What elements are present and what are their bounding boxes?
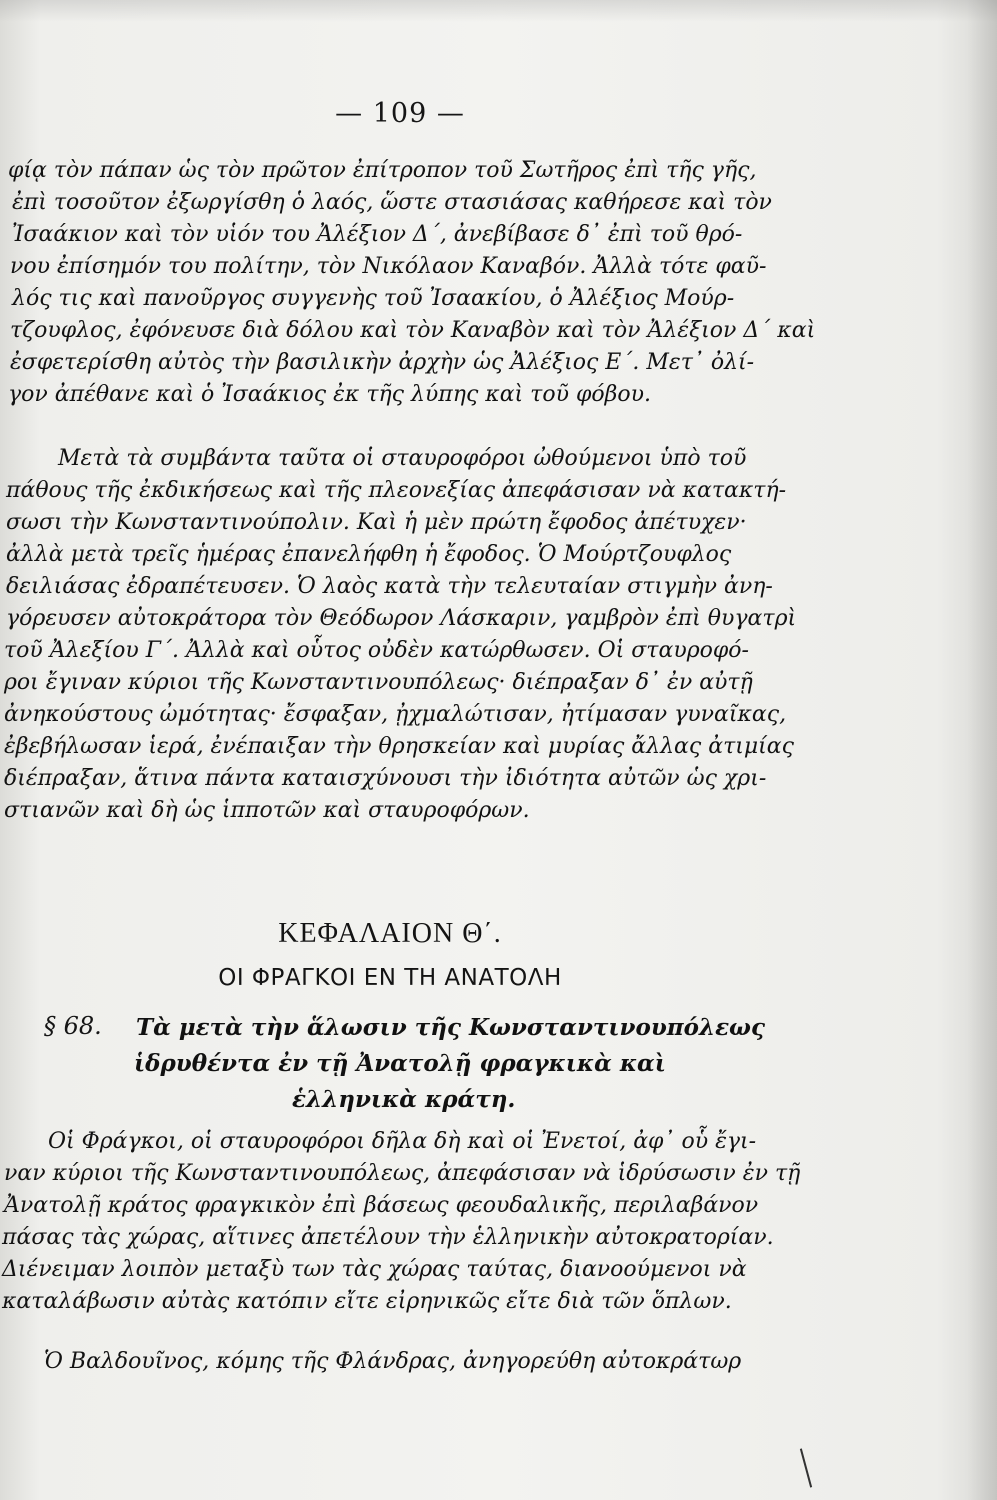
section-title-line: Τὰ μετὰ τὴν ἅλωσιν τῆς Κωνσταντινουπόλεως (136, 1014, 765, 1041)
chapter-title: ΚΕΦΑΛΑΙΟΝ Θ΄. (278, 918, 502, 949)
text-line: τοῦ Ἀλεξίου Γ΄. Ἀλλὰ καὶ οὗτος οὐδὲν κατώρθωσεν. Οἱ σταυροφό- (4, 638, 749, 663)
text-line: ροι ἔγιναν κύριοι τῆς Κωνσταντινουπόλεως· διέπραξαν δ᾽ ἐν αὐτῇ (4, 670, 753, 695)
section-title-line: ἱδρυθέντα ἐν τῇ Ἀνατολῇ φραγκικὰ καὶ (134, 1050, 666, 1077)
text-line: διέπραξαν, ἅτινα πάντα καταισχύνουσι τὴν ἰδιότητα αὐτῶν ὡς χρι- (4, 766, 767, 791)
text-line: Ἀνατολῇ κράτος φραγκικὸν ἐπὶ βάσεως φεουδαλικῆς, περιλαβάνον (4, 1193, 759, 1218)
text-line: δειλιάσας ἐδραπέτευσεν. Ὁ λαὸς κατὰ τὴν τελευταίαν στιγμὴν ἀνη- (6, 574, 773, 599)
text-line: Ὁ Βαλδουῖνος, κόμης τῆς Φλάνδρας, ἀνηγορεύθη αὐτοκράτωρ (44, 1349, 742, 1374)
text-line: ἐπὶ τοσοῦτον ἐξωργίσθη ὁ λαός, ὥστε στασιάσας καθήρεσε καὶ τὸν (12, 190, 772, 215)
pen-mark (800, 1448, 812, 1487)
text-line: Μετὰ τὰ συμβάντα ταῦτα οἱ σταυροφόροι ὠθούμενοι ὑπὸ τοῦ (58, 446, 747, 471)
text-line: Διένειμαν λοιπὸν μεταξὺ των τὰς χώρας ταύτας, διανοούμενοι νὰ (2, 1257, 747, 1282)
text-line: στιανῶν καὶ δὴ ὡς ἱπποτῶν καὶ σταυροφόρων. (4, 798, 530, 823)
section-title-line: ἑλληνικὰ κράτη. (292, 1086, 516, 1113)
text-line: γον ἀπέθανε καὶ ὁ Ἰσαάκιος ἐκ τῆς λύπης καὶ τοῦ φόβου. (8, 382, 651, 407)
text-line: σωσι τὴν Κωνσταντινούπολιν. Καὶ ἡ μὲν πρώτη ἔφοδος ἀπέτυχεν· (6, 510, 747, 535)
text-line: γόρευσεν αὐτοκράτορα τὸν Θεόδωρον Λάσκαριν, γαμβρὸν ἐπὶ θυγατρὶ (6, 606, 797, 631)
text-line: ἀνηκούστους ὠμότητας· ἔσφαξαν, ᾐχμαλώτισαν, ἠτίμασαν γυναῖκας, (4, 702, 787, 727)
page-right-shadow (967, 0, 997, 1500)
text-line: καταλάβωσιν αὐτὰς κατόπιν εἴτε εἰρηνικῶς εἴτε διὰ τῶν ὅπλων. (2, 1289, 732, 1314)
text-line: τζουφλος, ἐφόνευσε διὰ δόλου καὶ τὸν Καναβὸν καὶ τὸν Ἀλέξιον Δ΄ καὶ (10, 318, 816, 343)
page-number: — 109 — (335, 98, 465, 129)
text-line: λός τις καὶ πανοῦργος συγγενὴς τοῦ Ἰσαακίου, ὁ Ἀλέξιος Μούρ- (12, 286, 735, 311)
text-line: φίᾳ τὸν πάπαν ὡς τὸν πρῶτον ἐπίτροπον τοῦ Σωτῆρος ἐπὶ τῆς γῆς, (8, 158, 757, 183)
text-line: πάσας τὰς χώρας, αἵτινες ἀπετέλουν τὴν ἑλληνικὴν αὐτοκρατορίαν. (2, 1225, 774, 1250)
text-line: νου ἐπίσημόν του πολίτην, τὸν Νικόλαον Καναβόν. Ἀλλὰ τότε φαῦ- (10, 254, 767, 279)
section-number: § 68. (44, 1012, 102, 1040)
page-top-shadow (0, 0, 997, 22)
text-line: ναν κύριοι τῆς Κωνσταντινουπόλεως, ἀπεφάσισαν νὰ ἱδρύσωσιν ἐν τῇ (4, 1161, 801, 1186)
text-line: Ἰσαάκιον καὶ τὸν υἱόν του Ἀλέξιον Δ΄, ἀνεβίβασε δ᾽ ἐπὶ τοῦ θρό- (12, 222, 743, 247)
text-line: ἀλλὰ μετὰ τρεῖς ἡμέρας ἐπανελήφθη ἡ ἔφοδος. Ὁ Μούρτζουφλος (6, 542, 732, 567)
text-line: πάθους τῆς ἐκδικήσεως καὶ τῆς πλεονεξίας ἀπεφάσισαν νὰ κατακτή- (6, 478, 787, 503)
chapter-subtitle: ΟΙ ΦΡΑΓΚΟΙ ΕΝ ΤΗ ΑΝΑΤΟΛΗ (218, 965, 562, 991)
text-line: Οἱ Φράγκοι, οἱ σταυροφόροι δῆλα δὴ καὶ οἱ Ἐνετοί, ἀφ᾽ οὗ ἔγι- (48, 1129, 757, 1154)
text-line: ἐβεβήλωσαν ἱερά, ἐνέπαιξαν τὴν θρησκείαν καὶ μυρίας ἄλλας ἀτιμίας (4, 734, 794, 759)
text-line: ἐσφετερίσθη αὐτὸς τὴν βασιλικὴν ἀρχὴν ὡς Ἀλέξιος Ε΄. Μετ᾽ ὀλί- (10, 350, 755, 375)
